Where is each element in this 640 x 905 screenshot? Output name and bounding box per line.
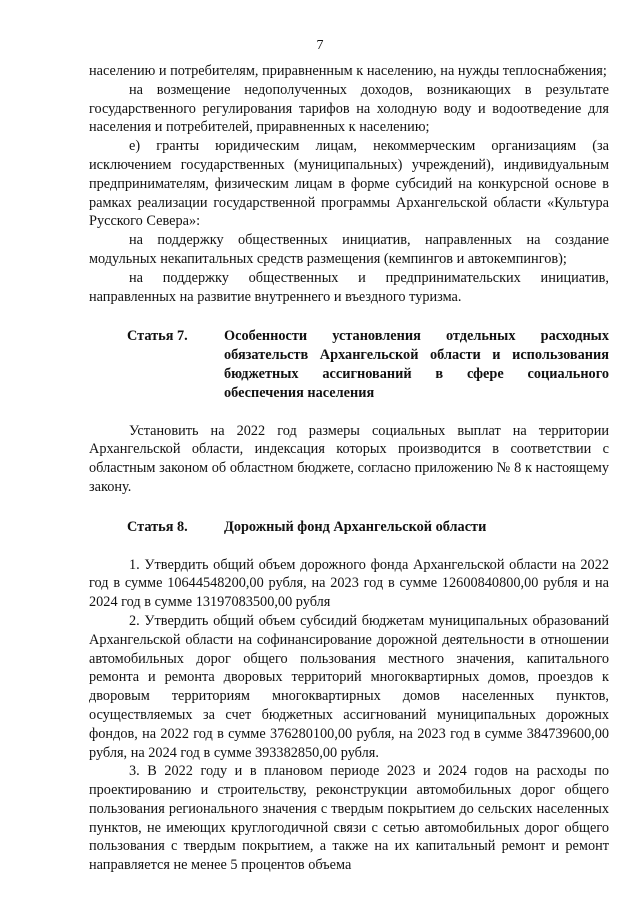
article-8-title: Дорожный фонд Архангельской области	[224, 518, 487, 535]
article-7-number: Статья 7.	[127, 328, 188, 345]
article-7-heading	[89, 327, 609, 402]
paragraph-intro-5: на поддержку общественных и предпринимательских инициатив, направленных на развитие внутреннего и въездного туризма.	[89, 269, 609, 305]
article-8-number: Статья 8.	[127, 518, 188, 535]
paragraph-intro-2: на возмещение недополученных доходов, возникающих в результате государственного регулирования тарифов на холодную воду и водоотведение для населения и потребителей, приравненных к населению;	[89, 81, 609, 136]
paragraph-intro-1: населению и потребителям, приравненным к населению, на нужды теплоснабжения;	[89, 63, 607, 79]
paragraph-intro-4: на поддержку общественных инициатив, направленных на создание модульных некапитальных средств размещения (кемпингов и автокемпингов);	[89, 232, 609, 267]
document-body	[89, 62, 609, 875]
article-7-paragraph-1: Установить на 2022 год размеры социальных выплат на территории Архангельской области, индексация которых производится в соответствии с областным законом об областном бюджете, согласно приложению № 8 к настоящему закону.	[89, 422, 609, 495]
article-8-heading	[89, 518, 609, 537]
article-8-paragraph-1: 1. Утвердить общий объем дорожного фонда Архангельской области на 2022 год в сумме 10644548200,00 рубля, на 2023 год в сумме 12600840800,00 рубля и на 2024 год в сумме 13197083500,00 рубля	[89, 556, 609, 611]
page-number: 7	[316, 38, 324, 53]
article-8-paragraph-3: 3. В 2022 году и в плановом периоде 2023 и 2024 годов на расходы по проектированию и строительству, реконструкции автомобильных дорог общего пользования регионального значения с твердым покрытием до сельских населенных пунктов, не имеющих круглогодичной связи с сетью автомобильных дорог общего пользования с твердым покрытием, а также на их капитальный ремонт и ремонт направляется не менее 5 процентов объема	[89, 763, 609, 874]
article-7-title: Особенности установления отдельных расходных обязательств Архангельской области и использования бюджетных ассигнований в сфере социального обеспечения населения	[224, 328, 609, 401]
article-8-paragraph-2: 2. Утвердить общий объем субсидий бюджетам муниципальных образований Архангельской области на софинансирование дорожной деятельности в отношении автомобильных дорог общего пользования местного значения, капитального ремонта и ремонта дворовых территорий многоквартирных домов, проездов к дворовым территориям многоквартирных домов населенных пунктов, осуществляемых за счет бюджетных ассигнований муниципальных дорожных фондов, на 2022 год в сумме 376280100,00 рубля, на 2023 год в сумме 384739600,00 рубля, на 2024 год в сумме 393382850,00 рубля.	[89, 612, 609, 761]
paragraph-intro-3: е) гранты юридическим лицам, некоммерческим организациям (за исключением государственных (муниципальных) учреждений), индивидуальным предпринимателям, физическим лицам в форме субсидий на конкурсной основе в рамках реализации государственной программы Архангельской области «Культура Русского Севера»:	[89, 138, 609, 230]
